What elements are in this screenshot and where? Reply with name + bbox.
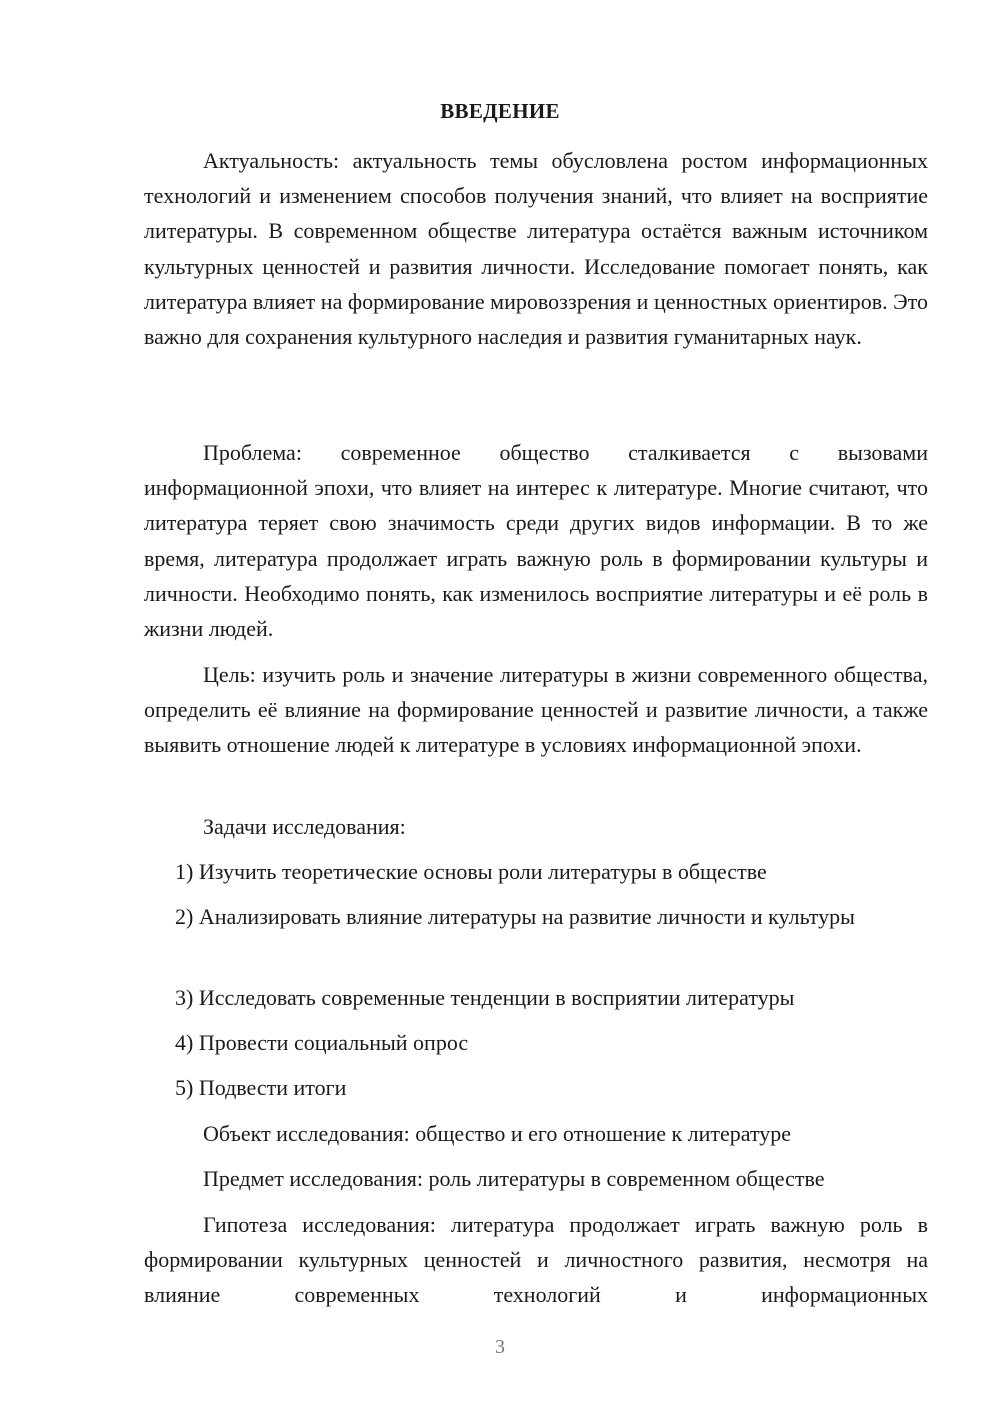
- paragraph-goal: Цель: изучить роль и значение литературы в жизни современного общества, определить её влияние на формирование ценностей и развитие личности, а также выявить отношение людей к литературе в условиях информационной эпохи.: [144, 662, 928, 758]
- paragraph-problem: Проблема: современное общество сталкивается с вызовами информационной эпохи, что влияет на интерес к литературе. Многие считают, что литература теряет свою значимость среди других видов информации. В то же время, литература продолжает играть важную роль в формировании культуры и личности. Необходимо понять, как изменилось восприятие литературы и её роль в жизни людей.: [144, 440, 928, 642]
- paragraph-relevance: Актуальность: актуальность темы обусловлена ростом информационных технологий и изменением способов получения знаний, что влияет на восприятие литературы. В современном обществе литература остаётся важным источником культурных ценностей и развития личности. Исследование помогает понять, как литература влияет на формирование мировоззрения и ценностных ориентиров. Это важно для сохранения культурного наследия и развития гуманитарных наук.: [144, 148, 928, 350]
- task-item-5: 5) Подвести итоги: [175, 1075, 347, 1100]
- page-number: 3: [495, 1336, 505, 1358]
- tasks-title: Задачи исследования:: [203, 814, 406, 839]
- paragraph-subject: Предмет исследования: роль литературы в современном обществе: [203, 1166, 825, 1191]
- task-item-3: 3) Исследовать современные тенденции в восприятии литературы: [175, 985, 795, 1010]
- task-item-2: 2) Анализировать влияние литературы на развитие личности и культуры: [175, 904, 855, 929]
- task-item-1: 1) Изучить теоретические основы роли литературы в обществе: [175, 859, 767, 884]
- paragraph-hypothesis: Гипотеза исследования: литература продолжает играть важную роль в формировании культурных ценностей и личностного развития, несмотря на влияние современных технологий и информационных: [144, 1212, 928, 1308]
- page-title: ВВЕДЕНИЕ: [440, 99, 560, 123]
- paragraph-object: Объект исследования: общество и его отношение к литературе: [203, 1121, 792, 1146]
- task-item-4: 4) Провести социальный опрос: [175, 1030, 469, 1055]
